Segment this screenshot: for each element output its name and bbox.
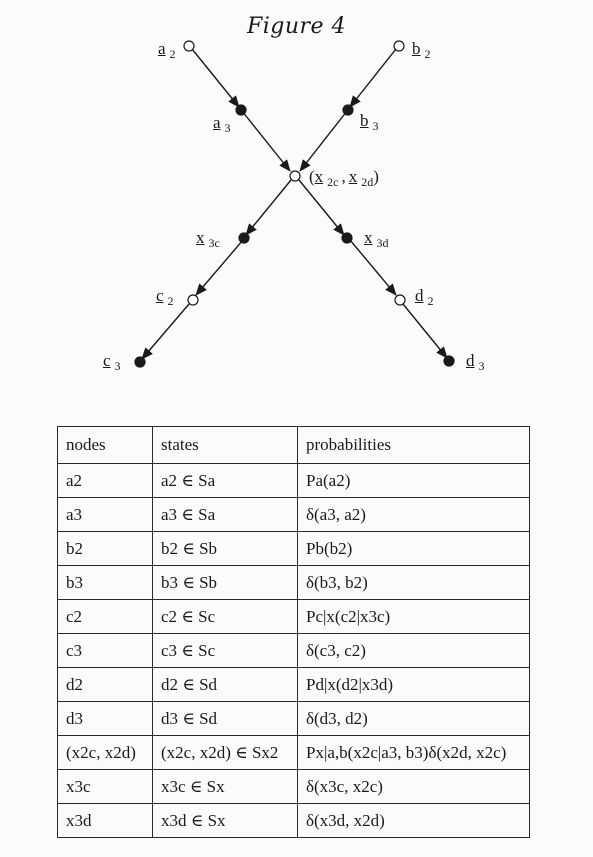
- edge-d2-d3: [403, 304, 447, 358]
- cell-state: a3 ∈ Sa: [153, 498, 298, 532]
- cell-state: x3d ∈ Sx: [153, 804, 298, 838]
- cell-state: (x2c, x2d) ∈ Sx2: [153, 736, 298, 770]
- cell-node: (x2c, x2d): [58, 736, 153, 770]
- label-d2: d $_2$: [415, 286, 434, 308]
- table-row: [58, 600, 530, 634]
- label-b3: b $_3$: [360, 111, 379, 133]
- table-row: [58, 634, 530, 668]
- node-a2: [184, 41, 194, 51]
- cell-node: c2: [58, 600, 153, 634]
- node-d3: [444, 356, 454, 366]
- label-c3: c $_3$: [103, 351, 121, 373]
- table-row: [58, 498, 530, 532]
- table-row: [58, 668, 530, 702]
- node-b2: [394, 41, 404, 51]
- table-row: [58, 566, 530, 600]
- cell-prob: δ(x3c, x2c): [298, 770, 530, 804]
- edge-a2-a3: [192, 49, 239, 107]
- table-header-row: [58, 427, 530, 464]
- label-x3d: x $_{3d}$: [364, 228, 389, 250]
- header-nodes: nodes: [58, 427, 153, 464]
- cell-node: x3d: [58, 804, 153, 838]
- edge-a3-x: [242, 111, 290, 171]
- table-row: [58, 804, 530, 838]
- table-row: [58, 702, 530, 736]
- cell-prob: δ(a3, a2): [298, 498, 530, 532]
- figure-title: Figure 4: [246, 14, 347, 39]
- node-x3d: [342, 233, 352, 243]
- node-c3: [135, 357, 145, 367]
- cell-state: c3 ∈ Sc: [153, 634, 298, 668]
- label-b2: b $_2$: [412, 39, 431, 61]
- cell-state: b2 ∈ Sb: [153, 532, 298, 566]
- cell-node: d3: [58, 702, 153, 736]
- node-x3c: [239, 233, 249, 243]
- cell-node: b3: [58, 566, 153, 600]
- header-states: states: [153, 427, 298, 464]
- probability-table: [57, 426, 530, 838]
- cell-state: b3 ∈ Sb: [153, 566, 298, 600]
- header-probabilities: probabilities: [298, 427, 530, 464]
- label-d3: d $_3$: [466, 351, 485, 373]
- cell-node: a2: [58, 464, 153, 498]
- cell-prob: δ(b3, b2): [298, 566, 530, 600]
- cell-prob: Pc|x(c2|x3c): [298, 600, 530, 634]
- node-x2: [290, 171, 300, 181]
- cell-node: c3: [58, 634, 153, 668]
- label-x2: (x $_{2c}$ , x $_{2d}$): [309, 167, 379, 189]
- cell-state: a2 ∈ Sa: [153, 464, 298, 498]
- table-row: [58, 736, 530, 770]
- cell-state: c2 ∈ Sc: [153, 600, 298, 634]
- cell-prob: Pd|x(d2|x3d): [298, 668, 530, 702]
- cell-node: d2: [58, 668, 153, 702]
- table-row: [58, 532, 530, 566]
- cell-node: b2: [58, 532, 153, 566]
- table-row: [58, 770, 530, 804]
- node-c2: [188, 295, 198, 305]
- table-row: [58, 464, 530, 498]
- edge-b2-b3: [350, 49, 396, 107]
- label-x3c: x $_{3c}$: [196, 228, 220, 250]
- label-c2: c $_2$: [156, 286, 174, 308]
- node-a3: [236, 105, 246, 115]
- edge-c2-c3: [142, 304, 189, 359]
- cell-prob: δ(d3, d2): [298, 702, 530, 736]
- cell-prob: Pa(a2): [298, 464, 530, 498]
- label-a2: a $_2$: [158, 39, 176, 61]
- edge-x3d-d2: [350, 240, 396, 295]
- cell-node: a3: [58, 498, 153, 532]
- edge-b3-x: [300, 111, 347, 171]
- cell-prob: δ(x3d, x2d): [298, 804, 530, 838]
- label-a3: a $_3$: [213, 113, 231, 135]
- node-d2: [395, 295, 405, 305]
- cell-state: d3 ∈ Sd: [153, 702, 298, 736]
- cell-state: d2 ∈ Sd: [153, 668, 298, 702]
- cell-prob: δ(c3, c2): [298, 634, 530, 668]
- edge-x-x3c: [246, 180, 291, 235]
- cell-prob: Px|a,b(x2c|a3, b3)δ(x2d, x2c): [298, 736, 530, 770]
- cell-state: x3c ∈ Sx: [153, 770, 298, 804]
- node-b3: [343, 105, 353, 115]
- cell-prob: Pb(b2): [298, 532, 530, 566]
- cell-node: x3c: [58, 770, 153, 804]
- graph-diagram: [0, 0, 593, 420]
